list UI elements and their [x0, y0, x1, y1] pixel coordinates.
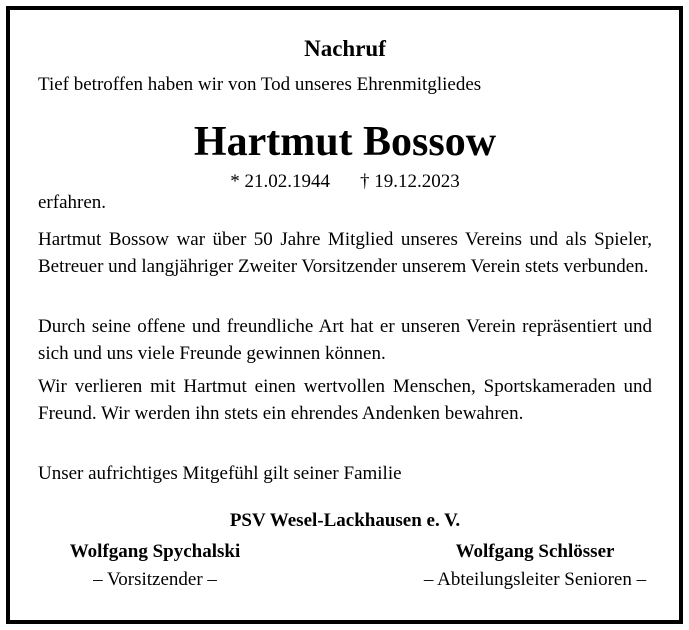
- deceased-name: Hartmut Bossow: [193, 119, 497, 165]
- intro-text: Tief betroffen haben wir von Tod unseres Ehrenmitgliedes: [38, 74, 482, 95]
- club-name: PSV Wesel-Lackhausen e. V.: [229, 510, 461, 531]
- paragraph-character: Durch seine offene und freundliche Art hat er unseren Verein repräsentiert und sich und uns viele Freunde gewinnen können.: [38, 316, 652, 364]
- signatory-role: – Abteilungsleiter Senioren –: [423, 569, 647, 590]
- signatory-name: Wolfgang Spychalski: [69, 541, 241, 562]
- paragraph-condolence: Unser aufrichtiges Mitgefühl gilt seiner Familie: [38, 463, 402, 484]
- paragraph-membership: Hartmut Bossow war über 50 Jahre Mitglied unseres Vereins und als Spieler, Betreuer und langjähriger Zweiter Vorsitzender unserem Verein stets verbunden.: [38, 229, 652, 277]
- signatory-name: Wolfgang Schlösser: [455, 541, 615, 562]
- paragraph-loss: Wir verlieren mit Hartmut einen wertvollen Menschen, Sportskameraden und Freund. Wir werden ihn stets ein ehrendes Andenken bewahren.: [38, 376, 652, 424]
- obituary-frame: [6, 6, 683, 624]
- signatory-left: [10, 538, 300, 594]
- birth-date: * 21.02.1944: [230, 171, 330, 192]
- signatory-right: [390, 538, 680, 594]
- after-name-text: erfahren.: [38, 192, 107, 213]
- death-date: † 19.12.2023: [360, 171, 460, 192]
- signatory-role: – Vorsitzender –: [93, 569, 217, 590]
- heading: Nachruf: [304, 36, 386, 61]
